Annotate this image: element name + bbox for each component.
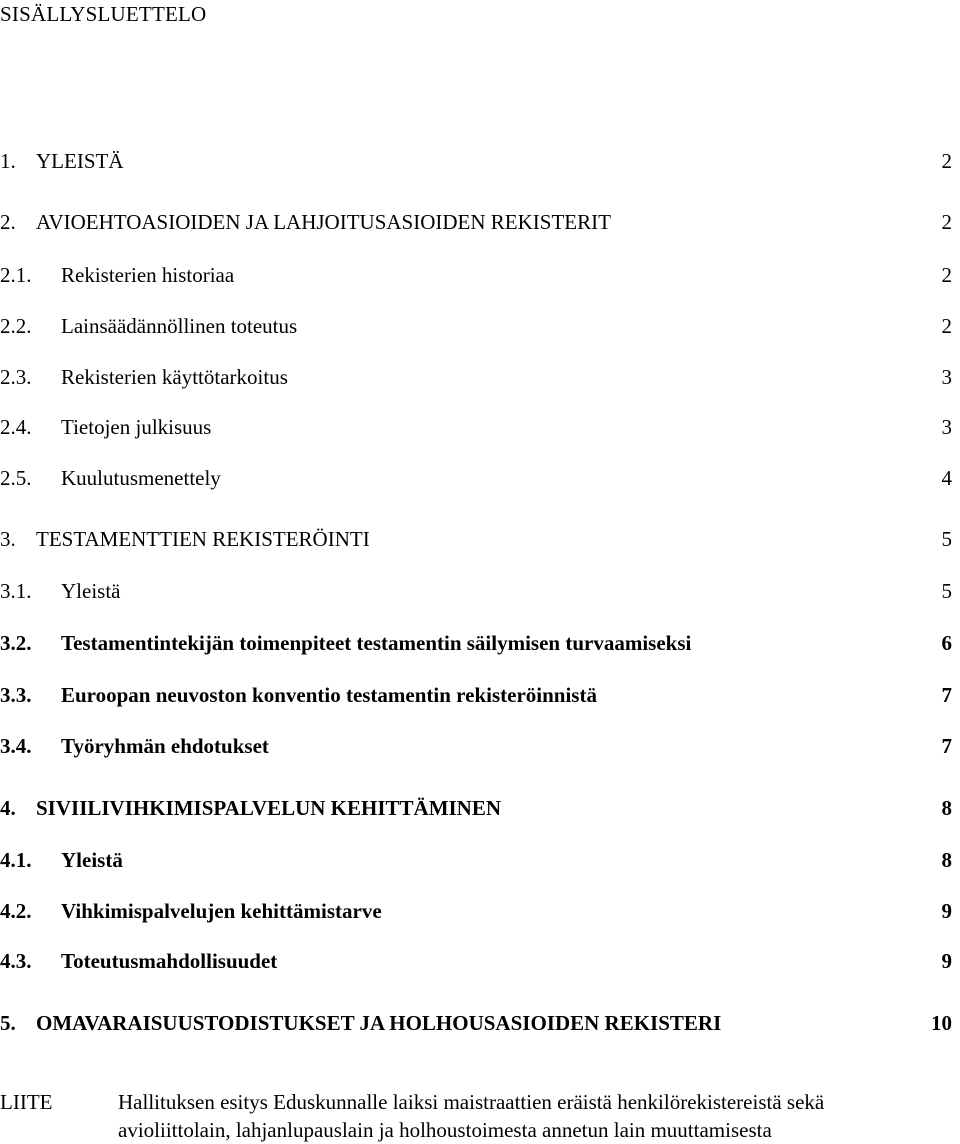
toc-entry-label: Yleistä: [61, 579, 121, 603]
toc-entry-2-4[interactable]: [0, 412, 960, 442]
toc-entry-page: 3: [941, 415, 952, 439]
toc-entry-page: 7: [941, 734, 952, 758]
toc-entry-label: TESTAMENTTIEN REKISTERÖINTI: [36, 527, 370, 551]
toc-entry-label: Työryhmän ehdotukset: [61, 734, 269, 758]
toc-entry-number: 3.: [0, 527, 16, 551]
toc-entry-label: AVIOEHTOASIOIDEN JA LAHJOITUSASIOIDEN REKISTERIT: [36, 210, 611, 234]
toc-entry-label: Yleistä: [61, 848, 123, 872]
toc-entry-label: Rekisterien käyttötarkoitus: [61, 365, 288, 389]
toc-entry-number: 5.: [0, 1011, 16, 1035]
toc-entry-4[interactable]: [0, 793, 960, 823]
toc-entry-label: Tietojen julkisuus: [61, 415, 212, 439]
toc-entry-number: 3.3.: [0, 683, 32, 707]
appendix-label: LIITE: [0, 1090, 53, 1114]
toc-entry-page: 5: [941, 527, 952, 551]
toc-entry-page: 5: [941, 579, 952, 603]
toc-entry-page: 9: [941, 899, 952, 923]
toc-entry-label: Testamentintekijän toimenpiteet testamentin säilymisen turvaamiseksi: [61, 631, 692, 655]
toc-entry-4-2[interactable]: [0, 896, 960, 926]
toc-entry-page: 4: [941, 466, 952, 490]
toc-entry-page: 2: [941, 263, 952, 287]
toc-entry-number: 2.2.: [0, 314, 32, 338]
document-title: SISÄLLYSLUETTELO: [0, 2, 207, 26]
toc-entry-3-2[interactable]: [0, 628, 960, 658]
appendix-text-line: avioliittolain, lahjanlupauslain ja holhoustoimesta annetun lain muuttamisesta: [118, 1118, 772, 1142]
toc-entry-page: 3: [941, 365, 952, 389]
toc-entry-label: Euroopan neuvoston konventio testamentin rekisteröinnistä: [61, 683, 597, 707]
toc-entry-number: 3.2.: [0, 631, 32, 655]
toc-entry-label: Toteutusmahdollisuudet: [61, 949, 278, 973]
toc-entry-page: 2: [941, 314, 952, 338]
toc-entry-number: 3.1.: [0, 579, 32, 603]
toc-entry-page: 9: [941, 949, 952, 973]
toc-entry-page: 6: [941, 631, 952, 655]
toc-entry-page: 8: [941, 848, 952, 872]
toc-entry-3-4[interactable]: [0, 731, 960, 761]
toc-entry-number: 2.5.: [0, 466, 32, 490]
toc-entry-label: YLEISTÄ: [36, 149, 124, 173]
toc-entry-label: Lainsäädännöllinen toteutus: [61, 314, 298, 338]
toc-entry-1[interactable]: [0, 146, 960, 176]
toc-entry-4-1[interactable]: [0, 845, 960, 875]
toc-entry-label: Kuulutusmenettely: [61, 466, 221, 490]
toc-entry-number: 2.4.: [0, 415, 32, 439]
toc-entry-2-1[interactable]: [0, 260, 960, 290]
toc-entry-number: 4.2.: [0, 899, 32, 923]
toc-entry-number: 1.: [0, 149, 16, 173]
appendix-description: [118, 1088, 938, 1144]
toc-entry-4-3[interactable]: [0, 946, 960, 976]
toc-entry-page: 10: [931, 1011, 952, 1035]
toc-entry-page: 2: [941, 210, 952, 234]
toc-entry-label: OMAVARAISUUSTODISTUKSET JA HOLHOUSASIOIDEN REKISTERI: [36, 1011, 722, 1035]
toc-entry-number: 2.: [0, 210, 16, 234]
toc-entry-page: 2: [941, 149, 952, 173]
toc-entry-2-2[interactable]: [0, 311, 960, 341]
toc-entry-2-3[interactable]: [0, 362, 960, 392]
toc-entry-number: 2.1.: [0, 263, 32, 287]
toc-entry-page: 8: [941, 796, 952, 820]
toc-entry-3[interactable]: [0, 524, 960, 554]
toc-entry-label: Vihkimispalvelujen kehittämistarve: [61, 899, 382, 923]
toc-entry-2[interactable]: [0, 207, 960, 237]
toc-entry-page: 7: [941, 683, 952, 707]
appendix-text-line: Hallituksen esitys Eduskunnalle laiksi maistraattien eräistä henkilörekistereistä sekä: [118, 1090, 825, 1114]
toc-entry-number: 3.4.: [0, 734, 32, 758]
toc-entry-label: SIVIILIVIHKIMISPALVELUN KEHITTÄMINEN: [36, 796, 502, 820]
toc-entry-number: 4.1.: [0, 848, 32, 872]
toc-entry-number: 2.3.: [0, 365, 32, 389]
toc-entry-2-5[interactable]: [0, 463, 960, 493]
toc-entry-number: 4.3.: [0, 949, 32, 973]
toc-entry-number: 4.: [0, 796, 16, 820]
toc-entry-3-1[interactable]: [0, 576, 960, 606]
toc-entry-3-3[interactable]: [0, 680, 960, 710]
toc-entry-label: Rekisterien historiaa: [61, 263, 235, 287]
toc-entry-5[interactable]: [0, 1008, 960, 1038]
